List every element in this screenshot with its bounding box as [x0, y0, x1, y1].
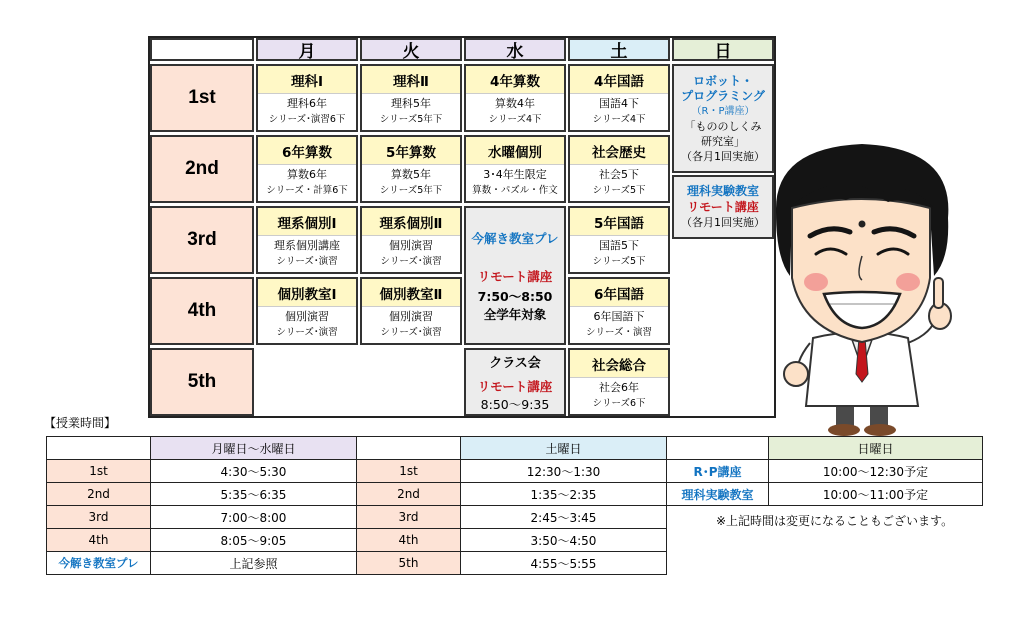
sunday-course: 理科実験教室 [667, 483, 769, 506]
saturday-time: 2:45～3:45 [461, 506, 667, 529]
rp-title-1: ロボット・ [692, 73, 753, 88]
header-weekday: 月曜日～水曜日 [151, 437, 357, 460]
mascot-shoe [828, 424, 860, 436]
saturday-period: 4th [357, 529, 461, 552]
period-1st: 1st [150, 64, 254, 132]
weekday-time: 5:35～6:35 [151, 483, 357, 506]
lesson-title: 水曜個別 [466, 137, 564, 165]
lesson-text: シリーズ･演習 [276, 256, 338, 267]
lesson-detail: 国語5下 [599, 239, 639, 252]
weekday-time: 4:30～5:30 [151, 460, 357, 483]
imatoki-title: 今解き教室プレ [471, 230, 559, 246]
mascot-cheek [804, 273, 828, 291]
lesson-detail: 国語4下 [599, 97, 639, 110]
remote-label: リモート講座 [687, 200, 759, 214]
mascot-forehead-dot [859, 221, 866, 228]
saturday-time: 1:35～2:35 [461, 483, 667, 506]
lesson-title: 個別教室Ⅰ [258, 279, 356, 307]
lesson-mon-3 [256, 206, 358, 274]
class-times-heading: 【授業時間】 [44, 416, 117, 430]
lesson-text: シリーズ5下 [592, 256, 646, 267]
table-row [47, 460, 983, 483]
period-3rd: 3rd [150, 206, 254, 274]
lesson-wed-imatoki-block [464, 206, 566, 345]
lesson-detail: 算数4年 [495, 97, 535, 110]
lesson-text: シリーズ5年下 [379, 114, 443, 125]
lesson-tue-4 [360, 277, 462, 345]
saturday-period: 3rd [357, 506, 461, 529]
day-header-sun: 日 [672, 38, 774, 61]
lesson-detail: 個別演習 [389, 239, 433, 252]
lesson-sat-1 [568, 64, 670, 132]
period-2nd: 2nd [150, 135, 254, 203]
weekday-time: 8:05～9:05 [151, 529, 357, 552]
sunday-time: 10:00～11:00予定 [769, 483, 983, 506]
weekday-period: 2nd [47, 483, 151, 506]
imatoki-time: 7:50～8:50 [477, 288, 553, 304]
lesson-detail: 算数6年 [287, 168, 327, 181]
mascot-shoe [864, 424, 896, 436]
lesson-tue-2 [360, 135, 462, 203]
weekday-period: 4th [47, 529, 151, 552]
lesson-detail: 個別演習 [389, 310, 433, 323]
lesson-text: シリーズ・演習 [585, 327, 653, 338]
day-header-wed: 水 [464, 38, 566, 61]
table-row [47, 529, 983, 552]
lesson-detail: 6年国語下 [593, 310, 645, 323]
lesson-title: 理系個別Ⅱ [362, 208, 460, 236]
weekday-period: 3rd [47, 506, 151, 529]
saturday-time: 4:55～5:55 [461, 552, 667, 575]
lesson-mon-1 [256, 64, 358, 132]
lesson-wed-1 [464, 64, 566, 132]
lesson-detail: 社会6年 [599, 381, 639, 394]
lesson-title: 社会歴史 [570, 137, 668, 165]
lesson-text: シリーズ4下 [592, 114, 646, 125]
lesson-tue-3 [360, 206, 462, 274]
schedule-change-note: ※上記時間は変更になることもございます。 [716, 514, 954, 528]
lesson-title: 社会総合 [570, 350, 668, 378]
lesson-text: シリーズ･演習 [276, 327, 338, 338]
lesson-title: 5年国語 [570, 208, 668, 236]
lesson-text: シリーズ・計算6下 [266, 185, 348, 196]
lesson-detail: 3･4年生限定 [483, 168, 547, 181]
table-row [47, 483, 983, 506]
lesson-tue-1 [360, 64, 462, 132]
table-row [47, 552, 983, 575]
lesson-sat-3 [568, 206, 670, 274]
weekday-time: 7:00～8:00 [151, 506, 357, 529]
lesson-text: シリーズ6下 [592, 398, 646, 409]
rp-line-1: 「もののしくみ [684, 119, 762, 133]
lesson-title: 理科Ⅱ [362, 66, 460, 94]
remote-label: リモート講座 [477, 378, 553, 394]
empty-header-cell [357, 437, 461, 460]
rp-line-3: （各月1回実施） [681, 149, 765, 163]
period-5th: 5th [150, 348, 254, 416]
lesson-text: シリーズ･演習6下 [268, 114, 346, 125]
saturday-time: 12:30～1:30 [461, 460, 667, 483]
lesson-detail: 社会5下 [599, 168, 639, 181]
lesson-detail: 理科6年 [287, 97, 327, 110]
lesson-detail: 理系個別講座 [274, 239, 340, 252]
class-meeting-title: クラス会 [489, 355, 541, 371]
lesson-title: 4年算数 [466, 66, 564, 94]
lesson-title: 個別教室Ⅱ [362, 279, 460, 307]
empty-header-cell [47, 437, 151, 460]
lab-title: 理科実験教室 [686, 184, 759, 198]
weekly-schedule-grid [148, 36, 776, 418]
class-meeting-time: 8:50～9:35 [480, 396, 550, 412]
mascot-cheek [896, 273, 920, 291]
lesson-title: 4年国語 [570, 66, 668, 94]
day-header-sat: 土 [568, 38, 670, 61]
lesson-title: 理系個別Ⅰ [258, 208, 356, 236]
grid-corner [150, 38, 254, 61]
lesson-sat-5 [568, 348, 670, 416]
lesson-text: シリーズ･演習 [380, 327, 442, 338]
saturday-period: 5th [357, 552, 461, 575]
lesson-mon-2 [256, 135, 358, 203]
lesson-wed-class-meeting [464, 348, 566, 416]
lesson-detail: 理科5年 [391, 97, 431, 110]
lesson-detail: 個別演習 [285, 310, 329, 323]
lesson-text: シリーズ5下 [592, 185, 646, 196]
empty-cell [667, 552, 983, 575]
saturday-time: 3:50～4:50 [461, 529, 667, 552]
lesson-title: 6年国語 [570, 279, 668, 307]
lesson-sat-2 [568, 135, 670, 203]
lesson-wed-2 [464, 135, 566, 203]
day-header-tue: 火 [360, 38, 462, 61]
lesson-title: 5年算数 [362, 137, 460, 165]
lesson-title: 理科Ⅰ [258, 66, 356, 94]
lesson-detail: 算数5年 [391, 168, 431, 181]
imatoki-target: 全学年対象 [483, 306, 547, 322]
header-sunday: 日曜日 [769, 437, 983, 460]
period-4th: 4th [150, 277, 254, 345]
teacher-mascot-illustration [758, 138, 990, 438]
day-header-mon: 月 [256, 38, 358, 61]
empty-cell [667, 529, 983, 552]
lesson-title: 6年算数 [258, 137, 356, 165]
class-times-table [46, 436, 983, 575]
sunday-course: R･P講座 [667, 460, 769, 483]
sunday-time: 10:00～12:30予定 [769, 460, 983, 483]
saturday-period: 1st [357, 460, 461, 483]
header-saturday: 土曜日 [461, 437, 667, 460]
remote-label: リモート講座 [477, 268, 553, 284]
mascot-fist [784, 362, 808, 386]
lesson-sat-4 [568, 277, 670, 345]
lab-frequency: （各月1回実施） [681, 216, 765, 229]
mascot-finger [934, 278, 943, 308]
lesson-text: シリーズ･演習 [380, 256, 442, 267]
rp-title-2: プログラミング [681, 88, 765, 103]
rp-tag: （R・P講座） [691, 105, 755, 117]
lesson-text: シリーズ5年下 [379, 185, 443, 196]
rp-line-2: 研究室」 [701, 134, 745, 148]
lesson-text: シリーズ4下 [488, 114, 542, 125]
weekday-period-imatoki: 今解き教室プレ [47, 552, 151, 575]
empty-header-cell [667, 437, 769, 460]
table-row [47, 437, 983, 460]
weekday-time: 上記参照 [151, 552, 357, 575]
lesson-mon-4 [256, 277, 358, 345]
weekday-period: 1st [47, 460, 151, 483]
saturday-period: 2nd [357, 483, 461, 506]
lesson-text: 算数・パズル・作文 [472, 185, 558, 196]
